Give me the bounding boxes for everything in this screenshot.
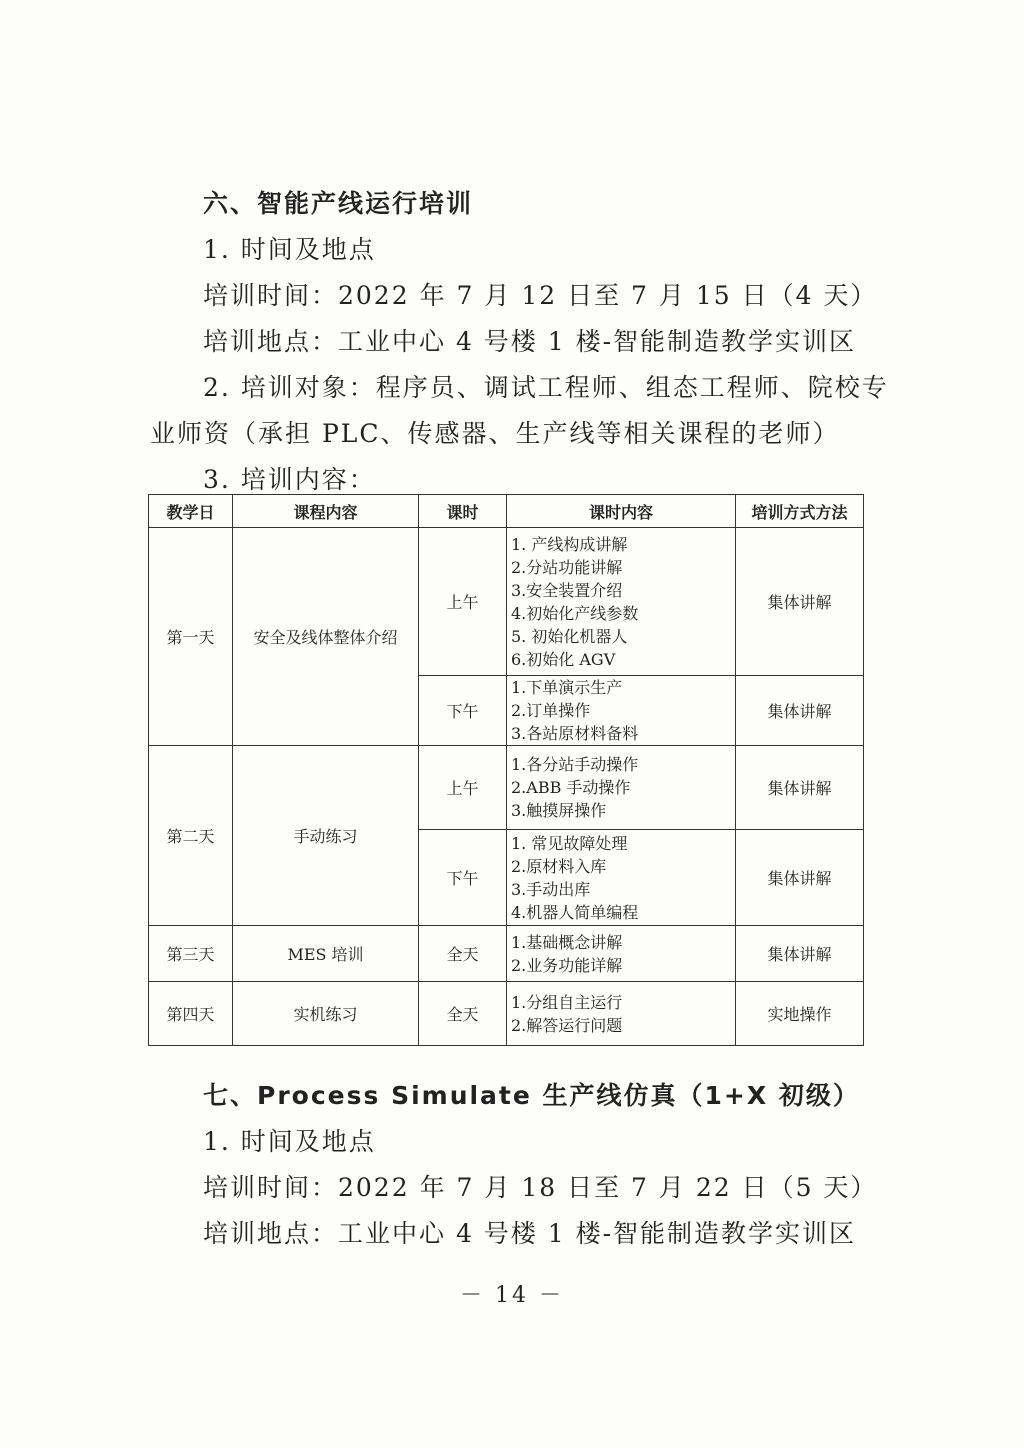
section6-place: 培训地点：工业中心 4 号楼 1 楼-智能制造教学实训区 <box>203 327 857 356</box>
header-method: 培训方式方法 <box>736 495 864 528</box>
content-item: 3.各站原材料备料 <box>511 724 639 743</box>
section7-sub1: 1. 时间及地点 <box>203 1127 376 1156</box>
content-item: 2.ABB 手动操作 <box>511 778 631 797</box>
content-item: 6.初始化 AGV <box>511 649 616 669</box>
content-cell <box>507 830 736 926</box>
content-item: 3.触摸屏操作 <box>511 801 607 820</box>
content-item: 2.业务功能详解 <box>511 955 623 975</box>
content-cell <box>507 528 736 676</box>
content-item: 2.分站功能讲解 <box>511 557 623 577</box>
content-item: 2.原材料入库 <box>511 856 607 876</box>
page-number: － 14 － <box>460 1283 564 1308</box>
table-row <box>149 982 864 1046</box>
table-row <box>149 528 864 676</box>
content-item: 1. 产线构成讲解 <box>511 534 628 554</box>
course-cell: 手动练习 <box>233 746 419 926</box>
section6-target-line2: 业师资（承担 PLC、传感器、生产线等相关课程的老师） <box>150 419 840 448</box>
header-course: 课程内容 <box>233 495 419 528</box>
method-cell: 实地操作 <box>736 982 864 1046</box>
table-row <box>149 746 864 830</box>
header-day: 教学日 <box>149 495 233 528</box>
content-cell <box>507 676 736 746</box>
day-cell: 第三天 <box>149 926 233 982</box>
course-cell: MES 培训 <box>233 926 419 982</box>
content-cell <box>507 982 736 1046</box>
content-item: 1.各分站手动操作 <box>511 755 639 774</box>
section6-sub1: 1. 时间及地点 <box>203 235 376 264</box>
method-cell: 集体讲解 <box>736 830 864 926</box>
method-cell: 集体讲解 <box>736 528 864 676</box>
day-cell: 第一天 <box>149 528 233 746</box>
section6-target-line1: 2. 培训对象：程序员、调试工程师、组态工程师、院校专 <box>203 373 889 402</box>
day-cell: 第二天 <box>149 746 233 926</box>
header-period: 课时 <box>419 495 507 528</box>
content-item: 1.分组自主运行 <box>511 992 623 1012</box>
period-cell: 上午 <box>419 528 507 676</box>
header-content: 课时内容 <box>507 495 736 528</box>
period-cell: 上午 <box>419 746 507 830</box>
period-cell: 下午 <box>419 676 507 746</box>
period-cell: 下午 <box>419 830 507 926</box>
method-cell: 集体讲解 <box>736 676 864 746</box>
course-cell: 实机练习 <box>233 982 419 1046</box>
table-header-row <box>149 495 864 528</box>
content-item: 4.机器人简单编程 <box>511 902 639 922</box>
table-row <box>149 926 864 982</box>
section6-time: 培训时间：2022 年 7 月 12 日至 7 月 15 日（4 天） <box>203 281 878 310</box>
day-cell: 第四天 <box>149 982 233 1046</box>
content-item: 3.手动出库 <box>511 879 591 899</box>
method-cell: 集体讲解 <box>736 926 864 982</box>
course-cell: 安全及线体整体介绍 <box>233 528 419 746</box>
content-item: 1. 常见故障处理 <box>511 833 628 853</box>
section6-heading: 六、智能产线运行培训 <box>203 189 474 218</box>
content-cell <box>507 926 736 982</box>
content-item: 2.解答运行问题 <box>511 1015 623 1035</box>
content-item: 2.订单操作 <box>511 701 591 720</box>
content-item: 4.初始化产线参数 <box>511 603 639 623</box>
section6-content-label: 3. 培训内容： <box>203 465 376 494</box>
period-cell: 全天 <box>419 982 507 1046</box>
content-item: 5. 初始化机器人 <box>511 626 628 646</box>
content-item: 3.安全装置介绍 <box>511 580 623 600</box>
content-item: 1.基础概念讲解 <box>511 932 623 952</box>
content-cell <box>507 746 736 830</box>
section7-place: 培训地点：工业中心 4 号楼 1 楼-智能制造教学实训区 <box>203 1219 857 1248</box>
training-schedule-table <box>148 494 864 1046</box>
content-item: 1.下单演示生产 <box>511 678 623 697</box>
section7-heading: 七、Process Simulate 生产线仿真（1+X 初级） <box>203 1081 860 1110</box>
section7-time: 培训时间：2022 年 7 月 18 日至 7 月 22 日（5 天） <box>203 1173 878 1202</box>
period-cell: 全天 <box>419 926 507 982</box>
method-cell: 集体讲解 <box>736 746 864 830</box>
